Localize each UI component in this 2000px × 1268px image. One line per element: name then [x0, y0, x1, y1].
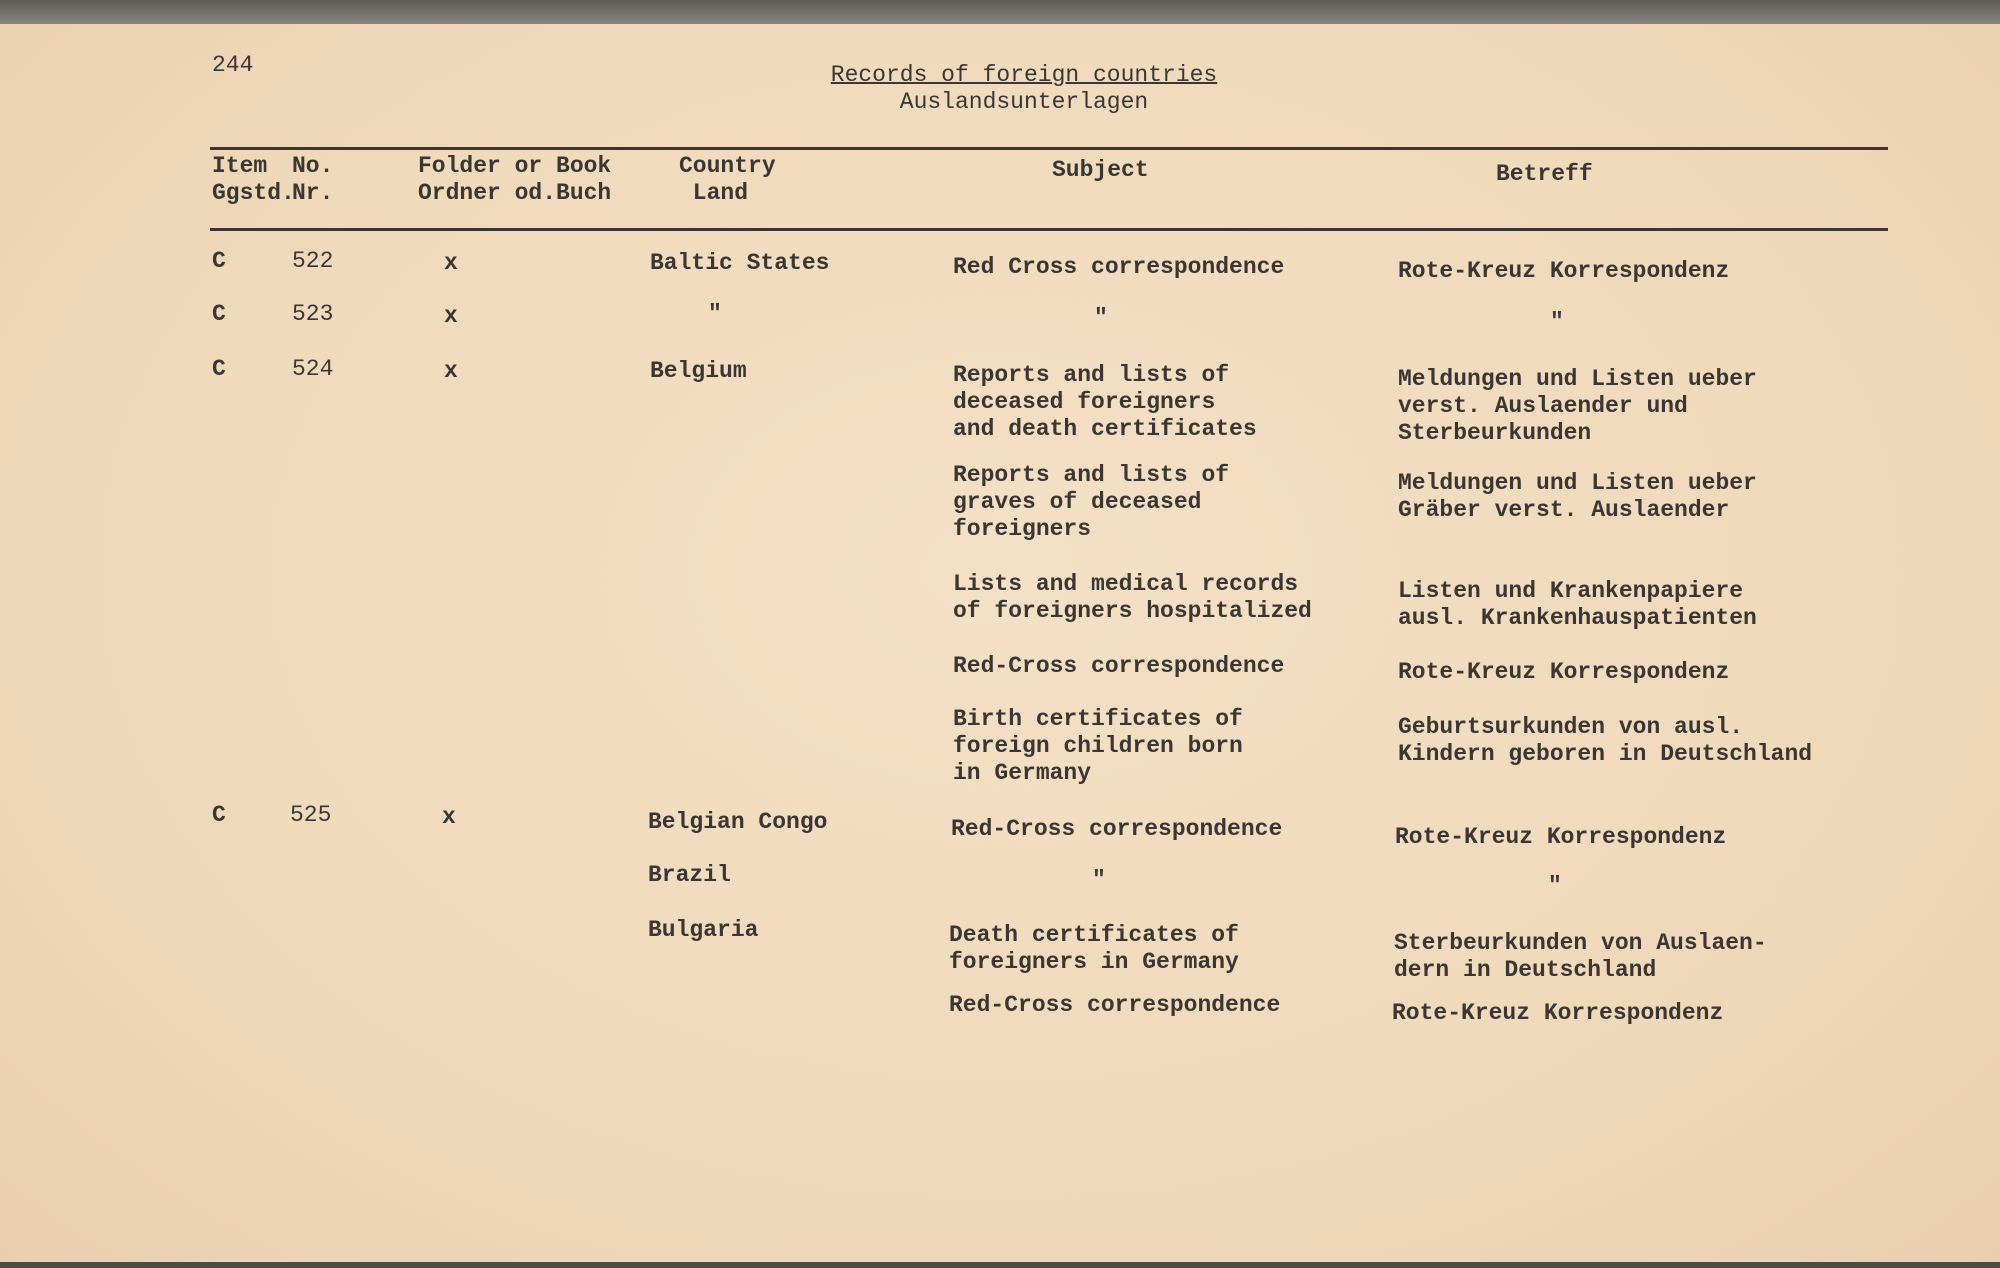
betreff-cell: ": [1548, 873, 1562, 899]
betreff-cell: Rote-Kreuz Korrespondenz: [1395, 824, 1727, 850]
country-cell: Brazil: [648, 862, 731, 888]
number-cell: 523: [292, 301, 334, 327]
item-cell: C: [212, 248, 226, 274]
subject-cell: Red-Cross correspondence: [953, 653, 1285, 679]
item-cell: C: [212, 356, 226, 382]
header-rule-bottom: [210, 228, 1888, 231]
subject-cell: Red Cross correspondence: [953, 254, 1285, 280]
country-cell: Belgian Congo: [648, 809, 828, 835]
subject-cell: Lists and medical records of foreigners hospitalized: [953, 571, 1312, 624]
page-subtitle: Auslandsunterlagen: [899, 89, 1149, 115]
number-cell: 522: [292, 248, 334, 274]
page-number: 244: [212, 52, 254, 78]
folder-cell: x: [444, 303, 458, 329]
number-cell: 524: [292, 356, 334, 382]
header-folder: Folder or Book Ordner od.Buch: [418, 153, 612, 206]
page-title: Records of foreign countries: [830, 62, 1218, 88]
subject-cell: Reports and lists of deceased foreigners and death certificates: [953, 362, 1257, 442]
header-item: Item Ggstd.: [212, 153, 295, 206]
scan-edge-bottom: [0, 1262, 2000, 1268]
country-cell: Baltic States: [650, 250, 830, 276]
country-cell: Bulgaria: [648, 917, 759, 943]
country-cell: ": [708, 301, 722, 327]
subject-cell: Red-Cross correspondence: [951, 816, 1283, 842]
folder-cell: x: [442, 804, 456, 830]
subject-cell: ": [1092, 867, 1106, 893]
betreff-cell: Sterbeurkunden von Auslaen- dern in Deutschland: [1394, 930, 1767, 983]
country-cell: Belgium: [650, 358, 747, 384]
item-cell: C: [212, 802, 226, 828]
folder-cell: x: [444, 358, 458, 384]
folder-cell: x: [444, 250, 458, 276]
betreff-cell: Rote-Kreuz Korrespondenz: [1398, 258, 1730, 284]
header-rule-top: [210, 147, 1888, 150]
betreff-cell: Meldungen und Listen ueber Gräber verst. Auslaender: [1398, 470, 1757, 523]
header-subject: Subject: [1052, 157, 1149, 183]
header-betreff: Betreff: [1496, 161, 1593, 187]
header-country: Country Land: [679, 153, 776, 206]
subject-cell: Birth certificates of foreign children born in Germany: [953, 706, 1243, 786]
subject-cell: Reports and lists of graves of deceased foreigners: [953, 462, 1230, 542]
betreff-cell: Listen und Krankenpapiere ausl. Krankenhauspatienten: [1398, 578, 1757, 631]
item-cell: C: [212, 301, 226, 327]
scan-edge-top: [0, 0, 2000, 24]
betreff-cell: Geburtsurkunden von ausl. Kindern geboren in Deutschland: [1398, 714, 1813, 767]
betreff-cell: Meldungen und Listen ueber verst. Auslaender und Sterbeurkunden: [1398, 366, 1757, 446]
betreff-cell: ": [1550, 309, 1564, 335]
subject-cell: Death certificates of foreigners in Germany: [949, 922, 1239, 975]
subject-cell: ": [1094, 305, 1108, 331]
number-cell: 525: [290, 802, 332, 828]
subject-cell: Red-Cross correspondence: [949, 992, 1281, 1018]
betreff-cell: Rote-Kreuz Korrespondenz: [1392, 1000, 1724, 1026]
betreff-cell: Rote-Kreuz Korrespondenz: [1398, 659, 1730, 685]
header-no: No. Nr.: [292, 153, 334, 206]
